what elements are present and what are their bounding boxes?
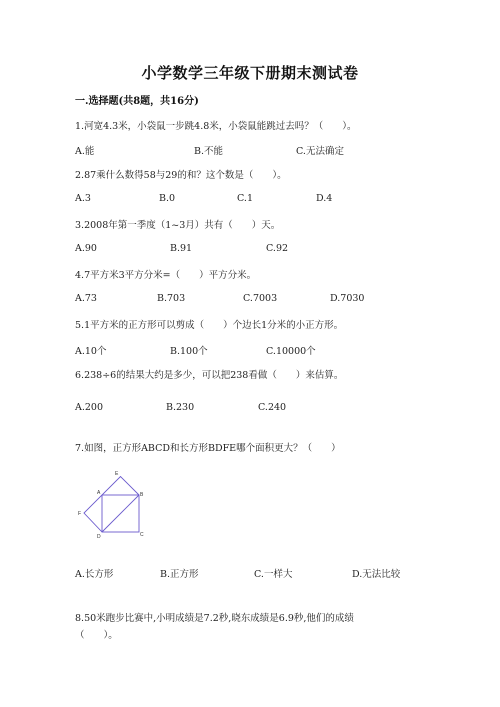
q3-option-b[interactable]: B.91 bbox=[170, 243, 193, 254]
q4-option-a[interactable]: A.73 bbox=[75, 293, 97, 304]
question-4-text: 4.7平方米3平方分米=（ ）平方分米。 bbox=[75, 270, 257, 281]
q6-option-a[interactable]: A.200 bbox=[75, 402, 104, 413]
q2-option-a[interactable]: A.3 bbox=[75, 193, 91, 204]
label-d: D bbox=[97, 534, 101, 540]
q2-option-b[interactable]: B.0 bbox=[159, 193, 176, 204]
question-1-text: 1.河宽4.3米，小袋鼠一步跳4.8米，小袋鼠能跳过去吗？（ ）。 bbox=[75, 121, 357, 132]
question-2-text: 2.87乘什么数得58与29的和？这个数是（ ）。 bbox=[75, 170, 287, 181]
question-6-text: 6.238÷6的结果大约是多少，可以把238看做（ ）来估算。 bbox=[75, 370, 344, 381]
q1-option-c[interactable]: C.无法确定 bbox=[296, 146, 344, 157]
q6-option-c[interactable]: C.240 bbox=[258, 402, 287, 413]
q7-option-b[interactable]: B.正方形 bbox=[160, 569, 199, 580]
square-rectangle-figure bbox=[78, 468, 158, 540]
q4-option-d[interactable]: D.7030 bbox=[330, 293, 365, 304]
question-3-text: 3.2008年第一季度（1~3月）共有（ ）天。 bbox=[75, 220, 281, 231]
label-e: E bbox=[115, 471, 119, 477]
q5-option-a[interactable]: A.10个 bbox=[75, 346, 107, 357]
label-f: F bbox=[78, 511, 82, 517]
question-8-text: 8.50米跑步比赛中,小明成绩是7.2秒,晓东成绩是6.9秒,他们的成绩（ ）。 bbox=[75, 613, 354, 641]
q7-option-d[interactable]: D.无法比较 bbox=[352, 569, 401, 580]
q7-option-a[interactable]: A.长方形 bbox=[75, 569, 114, 580]
q1-option-b[interactable]: B.不能 bbox=[194, 146, 224, 157]
question-5-text: 5.1平方米的正方形可以剪成（ ）个边长1分米的小正方形。 bbox=[75, 320, 344, 331]
q6-option-b[interactable]: B.230 bbox=[166, 402, 195, 413]
q7-option-c[interactable]: C.一样大 bbox=[254, 569, 293, 580]
q4-option-c[interactable]: C.7003 bbox=[243, 293, 278, 304]
question-7-text: 7.如图，正方形ABCD和长方形BDFE哪个面积更大？（ ） bbox=[75, 443, 341, 454]
q1-option-a[interactable]: A.能 bbox=[75, 146, 95, 157]
page-title: 小学数学三年级下册期末测试卷 bbox=[141, 64, 359, 82]
q4-option-b[interactable]: B.703 bbox=[157, 293, 186, 304]
q3-option-a[interactable]: A.90 bbox=[75, 243, 97, 254]
q2-option-d[interactable]: D.4 bbox=[316, 193, 333, 204]
q2-option-c[interactable]: C.1 bbox=[237, 193, 253, 204]
q5-option-b[interactable]: B.100个 bbox=[170, 346, 208, 357]
label-a: A bbox=[97, 490, 101, 496]
section-header: 一.选择题(共8题，共16分) bbox=[75, 96, 199, 107]
q5-option-c[interactable]: C.10000个 bbox=[266, 346, 316, 357]
label-c: C bbox=[140, 532, 144, 538]
label-b: B bbox=[140, 492, 144, 498]
q3-option-c[interactable]: C.92 bbox=[266, 243, 289, 254]
